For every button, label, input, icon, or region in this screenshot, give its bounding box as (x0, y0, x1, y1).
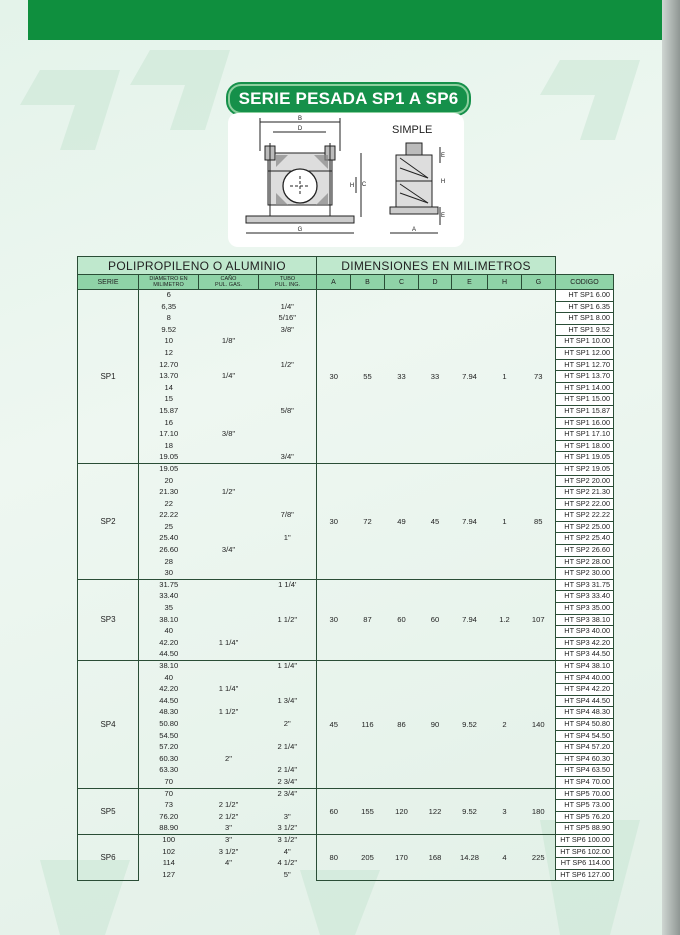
dimension-cell-e: 9.52 (452, 661, 488, 789)
dimensions-group-header: DIMENSIONES EN MILIMETROS (317, 257, 556, 275)
tubo-cell: 1 1/4" (259, 661, 317, 673)
codigo-cell: HT SP6 100.00 (556, 834, 614, 846)
tubo-cell (259, 290, 317, 302)
codigo-cell: HT SP4 42.20 (556, 684, 614, 696)
diameter-cell: 40 (164, 672, 173, 682)
tubo-cell: 1" (259, 533, 317, 545)
tubo-cell: 3 1/2" (259, 834, 317, 846)
tubo-cell (259, 753, 317, 765)
tubo-cell (259, 382, 317, 394)
diameter-cell: 63.30 (159, 765, 179, 775)
dimension-cell-g: 140 (522, 661, 556, 789)
cano-cell (199, 579, 259, 591)
dimension-cell-h: 2 (488, 661, 522, 789)
tubo-cell: 3 1/2" (259, 823, 317, 835)
codigo-cell: HT SP3 38.10 (556, 614, 614, 626)
dimension-cell-b: 87 (351, 579, 385, 660)
codigo-cell: HT SP5 88.90 (556, 823, 614, 835)
tubo-cell (259, 603, 317, 615)
col-serie: SERIE (78, 275, 139, 290)
dimension-cell-h: 3 (488, 788, 522, 834)
cano-cell (199, 313, 259, 325)
dimension-cell-d: 168 (419, 834, 452, 880)
codigo-cell: HT SP6 102.00 (556, 846, 614, 858)
codigo-cell: HT SP1 15.00 (556, 394, 614, 406)
dimension-letter: H (349, 183, 355, 189)
cano-cell (199, 440, 259, 452)
dimension-cell-c: 170 (385, 834, 419, 880)
diameter-cell: 15 (164, 394, 173, 404)
col-a: A (317, 275, 351, 290)
codigo-cell: HT SP4 63.50 (556, 765, 614, 777)
tubo-cell: 1 1/4' (259, 579, 317, 591)
tubo-cell (259, 487, 317, 499)
dimension-cell-e: 14.28 (452, 834, 488, 880)
diameter-cell: 26.60 (159, 545, 179, 555)
codigo-cell: HT SP4 54.50 (556, 730, 614, 742)
diameter-cell: 6 (139, 290, 199, 302)
cano-cell (199, 498, 259, 510)
tubo-cell: 1 3/4" (259, 695, 317, 707)
tubo-cell: 2 1/4" (259, 742, 317, 754)
cano-cell: 4" (225, 858, 232, 868)
cano-cell (199, 405, 259, 417)
cano-cell: 1 1/2" (218, 707, 239, 717)
tubo-cell (259, 637, 317, 649)
tubo-cell (259, 463, 317, 475)
page-title: SERIE PESADA SP1 A SP6 (228, 84, 469, 114)
dimension-cell-a: 80 (317, 834, 351, 880)
codigo-cell: HT SP1 9.52 (556, 324, 614, 336)
cano-cell: 1/4" (221, 371, 236, 381)
dimension-letter: G (297, 227, 303, 233)
table-row (78, 579, 614, 591)
cano-cell (199, 301, 259, 313)
dimension-cell-h: 4 (488, 834, 522, 880)
tubo-cell (259, 730, 317, 742)
diameter-cell: 19.05 (159, 452, 179, 462)
tubo-cell: 3/8" (259, 324, 317, 336)
dimension-cell-h: 1 (488, 463, 522, 579)
diameter-cell: 17.10 (159, 429, 179, 439)
diameter-cell: 12.70 (159, 359, 179, 369)
diameter-cell: 25.40 (159, 533, 179, 543)
tubo-cell (259, 521, 317, 533)
cano-cell (199, 463, 259, 475)
tubo-cell: 2" (259, 718, 317, 730)
cano-cell (199, 324, 259, 336)
codigo-cell: HT SP1 14.00 (556, 382, 614, 394)
dimension-cell-a: 60 (317, 788, 351, 834)
diameter-cell: 38.10 (159, 614, 179, 624)
codigo-cell: HT SP2 20.00 (556, 475, 614, 487)
dimension-cell-c: 33 (385, 290, 419, 464)
codigo-cell: HT SP6 114.00 (556, 858, 614, 870)
cano-cell (199, 672, 259, 684)
cano-cell (199, 788, 259, 800)
tubo-cell: 1/2" (259, 359, 317, 371)
serie-cell: SP3 (78, 579, 139, 660)
codigo-cell: HT SP4 50.80 (556, 718, 614, 730)
cano-cell (199, 695, 259, 707)
col-e: E (452, 275, 488, 290)
tubo-cell (259, 417, 317, 429)
codigo-cell: HT SP1 18.00 (556, 440, 614, 452)
diameter-cell: 88.90 (159, 823, 179, 833)
codigo-cell: HT SP3 31.75 (556, 579, 614, 591)
cano-cell: 3/8" (221, 429, 236, 439)
serie-cell: SP1 (78, 290, 139, 464)
dimension-cell-b: 116 (351, 661, 385, 789)
codigo-cell: HT SP2 19.05 (556, 463, 614, 475)
diameter-cell: 54.50 (159, 730, 179, 740)
diameter-cell: 14 (164, 382, 173, 392)
diameter-cell: 114 (162, 858, 175, 868)
col-h: H (488, 275, 522, 290)
diameter-cell: 38.10 (139, 661, 199, 673)
diameter-cell: 35 (164, 603, 173, 613)
diameter-cell: 40 (164, 626, 173, 636)
tubo-cell: 5/16" (259, 313, 317, 325)
dimension-letter: H (440, 179, 446, 185)
cano-cell: 1 1/4" (218, 637, 239, 647)
dimension-cell-d: 90 (419, 661, 452, 789)
tubo-cell (259, 568, 317, 580)
tubo-cell: 2 1/4" (259, 765, 317, 777)
codigo-cell: HT SP1 6.00 (556, 290, 614, 302)
cano-cell (199, 742, 259, 754)
diameter-cell: 22 (164, 498, 173, 508)
cano-cell (199, 382, 259, 394)
table-row (78, 661, 614, 673)
codigo-cell: HT SP5 73.00 (556, 800, 614, 812)
tubo-cell (259, 336, 317, 348)
cano-cell (199, 661, 259, 673)
codigo-cell: HT SP4 44.50 (556, 695, 614, 707)
cano-cell (199, 603, 259, 615)
tubo-cell: 2 3/4" (259, 788, 317, 800)
col-d: D (419, 275, 452, 290)
cano-cell (199, 290, 259, 302)
cano-cell (199, 614, 259, 626)
dimension-cell-b: 72 (351, 463, 385, 579)
cano-cell (199, 510, 259, 522)
dimension-cell-a: 45 (317, 661, 351, 789)
dimension-cell-a: 30 (317, 463, 351, 579)
cano-cell: 1 1/4" (218, 684, 239, 694)
diameter-cell: 76.20 (159, 811, 179, 821)
dimension-cell-d: 122 (419, 788, 452, 834)
dimension-cell-c: 120 (385, 788, 419, 834)
tubo-cell (259, 800, 317, 812)
cano-cell: 2 1/2" (218, 811, 239, 821)
diameter-cell: 31.75 (139, 579, 199, 591)
diameter-cell: 8 (166, 313, 171, 323)
tubo-cell: 4 1/2" (259, 858, 317, 870)
dimension-letter: E (440, 213, 446, 219)
tubo-cell: 2 3/4" (259, 776, 317, 788)
dimension-letter: B (297, 116, 303, 122)
tubo-cell (259, 672, 317, 684)
specifications-table (77, 256, 614, 881)
dimension-cell-e: 7.94 (452, 290, 488, 464)
simple-label: SIMPLE (392, 124, 433, 136)
codigo-cell: HT SP5 70.00 (556, 788, 614, 800)
dimension-cell-g: 180 (522, 788, 556, 834)
dimension-letter: E (440, 153, 446, 159)
cano-cell (199, 869, 259, 881)
diameter-cell: 44.50 (159, 695, 179, 705)
codigo-cell: HT SP1 10.00 (556, 336, 614, 348)
cano-cell (199, 394, 259, 406)
tubo-cell: 1 1/2" (259, 614, 317, 626)
tubo-cell (259, 684, 317, 696)
codigo-cell: HT SP2 22.22 (556, 510, 614, 522)
diameter-cell: 9.52 (161, 324, 177, 334)
col-diametro: DIAMETRO EN MILIMETRO (139, 275, 199, 290)
cano-cell: 2 1/2" (218, 800, 239, 810)
codigo-cell: HT SP2 25.00 (556, 521, 614, 533)
dimension-cell-h: 1.2 (488, 579, 522, 660)
tubo-cell: 1/4" (259, 301, 317, 313)
codigo-cell: HT SP3 40.00 (556, 626, 614, 638)
cano-cell (199, 359, 259, 371)
codigo-cell: HT SP2 30.00 (556, 568, 614, 580)
material-group-header: POLIPROPILENO O ALUMINIO (78, 257, 317, 275)
cano-cell (199, 591, 259, 603)
dimension-cell-c: 60 (385, 579, 419, 660)
diameter-cell: 21.30 (159, 487, 179, 497)
dimension-cell-c: 86 (385, 661, 419, 789)
dimension-cell-b: 205 (351, 834, 385, 880)
codigo-cell: HT SP1 16.00 (556, 417, 614, 429)
codigo-cell: HT SP3 44.50 (556, 649, 614, 661)
dimension-cell-e: 7.94 (452, 579, 488, 660)
codigo-cell: HT SP1 13.70 (556, 371, 614, 383)
tubo-cell (259, 626, 317, 638)
diameter-cell: 57.20 (159, 742, 179, 752)
tubo-cell (259, 649, 317, 661)
codigo-cell: HT SP1 17.10 (556, 429, 614, 441)
codigo-cell: HT SP3 35.00 (556, 603, 614, 615)
tubo-cell (259, 371, 317, 383)
dimension-cell-a: 30 (317, 290, 351, 464)
cano-cell: 3 1/2" (218, 846, 239, 856)
cano-cell (199, 533, 259, 545)
dimension-letter: C (361, 182, 367, 188)
diameter-cell: 6,35 (161, 301, 177, 311)
cano-cell (199, 475, 259, 487)
cano-cell (199, 626, 259, 638)
diameter-cell: 102 (162, 846, 176, 856)
tubo-cell (259, 591, 317, 603)
table-body (78, 290, 614, 881)
diameter-cell: 42.20 (159, 637, 179, 647)
dimension-cell-g: 73 (522, 290, 556, 464)
cano-cell: 1/2" (221, 487, 236, 497)
codigo-cell: HT SP1 19.05 (556, 452, 614, 464)
serie-cell: SP2 (78, 463, 139, 579)
dimension-cell-d: 33 (419, 290, 452, 464)
codigo-cell: HT SP4 70.00 (556, 776, 614, 788)
dimension-cell-g: 107 (522, 579, 556, 660)
diameter-cell: 70 (164, 776, 173, 786)
diameter-cell: 16 (164, 417, 173, 427)
col-b: B (351, 275, 385, 290)
codigo-cell: HT SP4 60.30 (556, 753, 614, 765)
codigo-cell: HT SP4 40.00 (556, 672, 614, 684)
codigo-cell: HT SP3 42.20 (556, 637, 614, 649)
dimension-cell-h: 1 (488, 290, 522, 464)
cano-cell (199, 718, 259, 730)
tubo-cell: 5/8" (259, 405, 317, 417)
diameter-cell: 25 (164, 521, 173, 531)
codigo-cell: HT SP5 76.20 (556, 811, 614, 823)
col-codigo: CODIGO (556, 275, 614, 290)
dimension-cell-g: 225 (522, 834, 556, 880)
tubo-cell: 7/8" (259, 510, 317, 522)
codigo-cell: HT SP2 22.00 (556, 498, 614, 510)
table-row (78, 290, 614, 302)
dimension-letter: A (411, 227, 417, 233)
tubo-cell: 5" (259, 869, 317, 881)
dimension-cell-g: 85 (522, 463, 556, 579)
diameter-cell: 28 (164, 556, 173, 566)
tubo-cell (259, 475, 317, 487)
dimension-cell-c: 49 (385, 463, 419, 579)
codigo-cell: HT SP4 48.30 (556, 707, 614, 719)
codigo-cell: HT SP2 25.40 (556, 533, 614, 545)
codigo-cell: HT SP2 28.00 (556, 556, 614, 568)
tubo-cell (259, 394, 317, 406)
cano-cell (199, 649, 259, 661)
codigo-cell: HT SP1 12.00 (556, 347, 614, 359)
diameter-cell: 50.80 (159, 718, 179, 728)
cano-cell (199, 556, 259, 568)
col-cano: CAÑO PUL. GAS. (199, 275, 259, 290)
cano-cell: 2" (225, 753, 232, 763)
diameter-cell: 18 (164, 440, 173, 450)
tubo-cell (259, 545, 317, 557)
diameter-cell: 10 (164, 336, 173, 346)
diameter-cell: 33.40 (159, 591, 179, 601)
codigo-cell: HT SP3 33.40 (556, 591, 614, 603)
col-tubo: TUBO PUL. ING. (259, 275, 317, 290)
tubo-cell (259, 707, 317, 719)
codigo-cell: HT SP1 8.00 (556, 313, 614, 325)
dimension-cell-d: 60 (419, 579, 452, 660)
table-row (78, 834, 614, 846)
cano-cell (199, 765, 259, 777)
cano-cell: 1/8" (221, 336, 236, 346)
cano-cell (199, 521, 259, 533)
diameter-cell: 100 (139, 834, 199, 846)
dimension-letter: D (297, 126, 303, 132)
cano-cell (199, 347, 259, 359)
tubo-cell: 3/4" (259, 452, 317, 464)
serie-cell: SP5 (78, 788, 139, 834)
dimension-cell-e: 9.52 (452, 788, 488, 834)
cano-cell (199, 776, 259, 788)
cano-cell: 3" (199, 834, 259, 846)
codigo-cell: HT SP4 57.20 (556, 742, 614, 754)
cano-cell (199, 730, 259, 742)
table-row (78, 788, 614, 800)
codigo-cell: HT SP1 12.70 (556, 359, 614, 371)
tubo-cell (259, 440, 317, 452)
codigo-cell: HT SP2 26.60 (556, 545, 614, 557)
diameter-cell: 22.22 (159, 510, 179, 520)
diameter-cell: 48.30 (159, 707, 179, 717)
diameter-cell: 42.20 (159, 684, 179, 694)
col-c: C (385, 275, 419, 290)
cano-cell (199, 568, 259, 580)
codigo-cell: HT SP4 38.10 (556, 661, 614, 673)
table-row (78, 463, 614, 475)
dimension-cell-a: 30 (317, 579, 351, 660)
cano-cell (199, 452, 259, 464)
codigo-cell: HT SP1 6.35 (556, 301, 614, 313)
dimension-cell-e: 7.94 (452, 463, 488, 579)
tubo-cell: 3" (259, 811, 317, 823)
codigo-cell: HT SP1 15.87 (556, 405, 614, 417)
tubo-cell (259, 347, 317, 359)
diameter-cell: 15.87 (159, 405, 179, 415)
tubo-cell (259, 556, 317, 568)
diameter-cell: 73 (164, 800, 173, 810)
serie-cell: SP6 (78, 834, 139, 880)
serie-cell: SP4 (78, 661, 139, 789)
codigo-cell: HT SP2 21.30 (556, 487, 614, 499)
col-g: G (522, 275, 556, 290)
diameter-cell: 20 (164, 475, 173, 485)
dimension-cell-b: 155 (351, 788, 385, 834)
dimension-cell-b: 55 (351, 290, 385, 464)
diameter-cell: 30 (164, 568, 173, 577)
tubo-cell (259, 498, 317, 510)
dimension-cell-d: 45 (419, 463, 452, 579)
cano-cell: 3/4" (221, 545, 236, 555)
diameter-cell: 127 (162, 869, 176, 879)
cano-cell (199, 417, 259, 429)
codigo-cell: HT SP6 127.00 (556, 869, 614, 881)
tubo-cell: 4" (259, 846, 317, 858)
diameter-cell: 44.50 (159, 649, 179, 659)
diameter-cell: 13.70 (159, 371, 179, 381)
diameter-cell: 19.05 (139, 463, 199, 475)
cano-cell: 3" (225, 823, 232, 833)
diameter-cell: 12 (164, 347, 173, 357)
diameter-cell: 60.30 (159, 753, 179, 763)
diameter-cell: 70 (139, 788, 199, 800)
tubo-cell (259, 429, 317, 441)
